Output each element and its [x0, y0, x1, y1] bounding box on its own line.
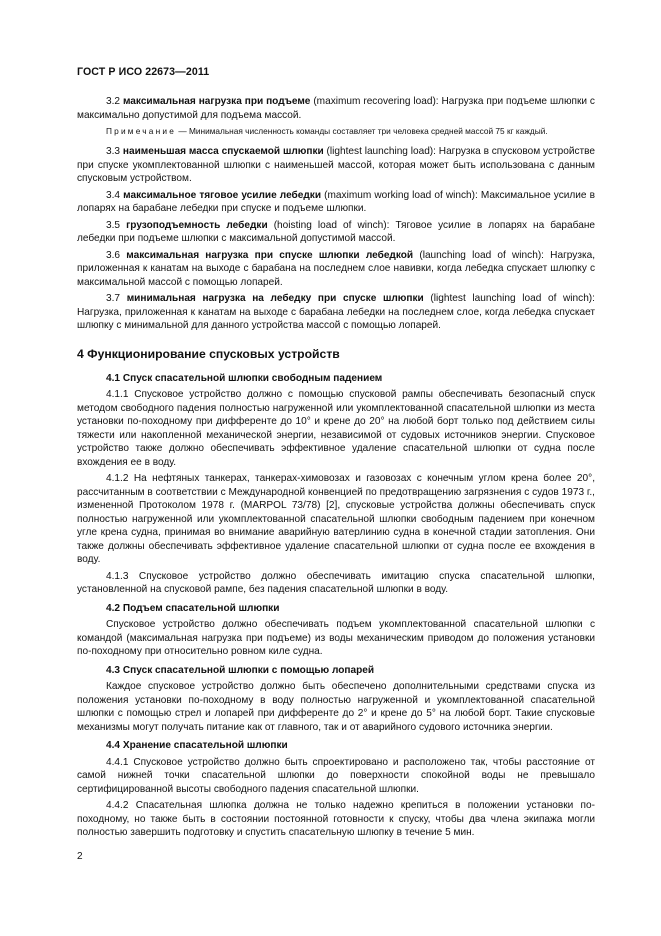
subsection-4-2-heading: 4.2 Подъем спасательной шлюпки — [106, 602, 280, 614]
page-body — [77, 95, 595, 843]
def-term: минимальная нагрузка на лебедку при спуске шлюпки — [126, 293, 424, 304]
section-4-heading: 4 Функционирование спусковых устройств — [77, 346, 340, 361]
def-term: грузоподъемность лебедки — [126, 219, 268, 231]
subsection-4-4-heading: 4.4 Хранение спасательной шлюпки — [106, 740, 288, 751]
def-number: 3.3 — [106, 146, 121, 157]
subsection-4-1-heading: 4.1 Спуск спасательной шлюпки свободным падением — [106, 372, 383, 384]
note — [77, 125, 595, 137]
def-term: наименьшая масса спускаемой шлюпки — [122, 146, 324, 157]
def-term: максимальная нагрузка при спуске шлюпки лебедкой — [126, 249, 414, 261]
def-text: (lightest launching load of winch): Нагрузка, приложенная к канатам на выходе с барабана лебедки на последнем слое, когда лебедка спускает шлюпку с минимальной для данного устройства массой с помощью лопарей. — [77, 293, 595, 331]
definition-3-6 — [77, 249, 595, 290]
definition-3-4 — [77, 189, 595, 216]
def-text: (maximum recovering load): Нагрузка при подъеме шлюпки с максимально допустимой для подъема массой. — [77, 96, 595, 121]
def-number: 3.4 — [106, 189, 121, 201]
subsection-4-3-heading: 4.3 Спуск спасательной шлюпки с помощью лопарей — [106, 664, 375, 676]
paragraph-4-1-1: 4.1.1 Спусковое устройство должно с помощью спусковой рампы обеспечивать безопасный спуск методом свободного падения полностью нагруженной или укомплектованной спасательной шлюпки из места установки по-походному при дифференте до 10° и крене до 20° на любой борт только под действием силы тяжести или накопленной механической энергии, независимой от судовых источников энергии. Спусковое устройство также должно обеспечивать эффективное удаление спасательной шлюпки от судна после вхождения ее в воду. — [77, 389, 595, 468]
definition-3-2 — [77, 95, 595, 122]
note-text: — Минимальная численность команды составляет три человека средней массой 75 кг каждый. — [176, 126, 548, 136]
paragraph-4-4-2: 4.4.2 Спасательная шлюпка должна не только надежно крепиться в положении установки по-походному, но также быть в состоянии постоянной готовности к спуску, чтобы два члена экипажа могли полностью завершить подготовку и спустить спасательную шлюпку в течение 5 мин. — [77, 800, 595, 838]
def-number: 3.7 — [106, 293, 121, 304]
def-text: (hoisting load of winch): Тяговое усилие в лопарях на барабане лебедки при подъеме шлюпки с максимальной допустимой массой. — [77, 219, 596, 244]
page-number: 2 — [77, 851, 83, 862]
def-text: (lightest launching load): Нагрузка в спусковом устройстве при спуске укомплектованной шлюпки с наименьшей массой, которая может быть использована с данным спусковым устройством. — [77, 146, 596, 184]
definition-3-5 — [77, 219, 595, 246]
note-label: Примечание — [106, 126, 177, 136]
def-text: (maximum working load of winch): Максимальное усилие в лопарях на барабане лебедки при спуске и подъеме шлюпки. — [77, 189, 595, 214]
def-text: (launching load of winch): Нагрузка, приложенная к канатам на выходе с барабана на последнем слое навивки, когда лебедка спускает шлюпку с максимальной массой с помощью лопарей. — [77, 249, 596, 288]
paragraph-4-2: Спусковое устройство должно обеспечивать подъем укомплектованной спасательной шлюпки с командой (максимальная нагрузка при подъеме) из воды механическим приводом до положения установки по-походному при относительно ровном киле судна. — [77, 619, 595, 657]
def-number: 3.5 — [106, 219, 121, 231]
def-term: максимальное тяговое усилие лебедки — [123, 189, 322, 201]
paragraph-4-1-2: 4.1.2 На нефтяных танкерах, танкерах-химовозах и газовозах с конечным углом крена более 20°, рассчитанным в соответствии с Международной конвенцией по предотвращению загрязнения с судов 1973 г., измененной Протоколом 1978 г. (MARPOL 73/78) [2], спусковые устройства должны обеспечивать спуск полностью нагруженной или укомплектованной спасательной шлюпки свободным падением при конечном угле крена судна, принимая во внимание аварийную ватерлинию судна в конечной стадии затопления. Они также должны обеспечивать эффективное удаление спасательной шлюпки от судна после ее вхождения в воду. — [77, 473, 595, 565]
definition-3-7 — [77, 292, 595, 333]
def-number: 3.2 — [106, 96, 121, 107]
paragraph-4-1-3: 4.1.3 Спусковое устройство должно обеспечивать имитацию спуска спасательной шлюпки, установленной на спусковой рампе, без падения спасательной шлюпки в воду. — [77, 570, 595, 595]
paragraph-4-4-1: 4.4.1 Спусковое устройство должно быть спроектировано и расположено так, чтобы расстояние от самой нижней точки спасательной шлюпки до поверхности спокойной воды не превышало сертифицированной высоты свободного падения спасательной шлюпки. — [77, 756, 595, 795]
def-number: 3.6 — [106, 249, 121, 261]
def-term: максимальная нагрузка при подъеме — [122, 96, 311, 107]
definition-3-3 — [77, 145, 595, 186]
paragraph-4-3: Каждое спусковое устройство должно быть обеспечено дополнительными средствами спуска из положения установки по-походному в воду полностью нагруженной и укомплектованной спасательной шлюпки с помощью стрел и лопарей при дифференте до 2° и крене до 5° на любой борт. Такие спусковые механизмы могут получать питание как от главного, так и от аварийного судового источника энергии. — [77, 681, 595, 733]
document-code-header: ГОСТ Р ИСО 22673—2011 — [77, 66, 210, 78]
